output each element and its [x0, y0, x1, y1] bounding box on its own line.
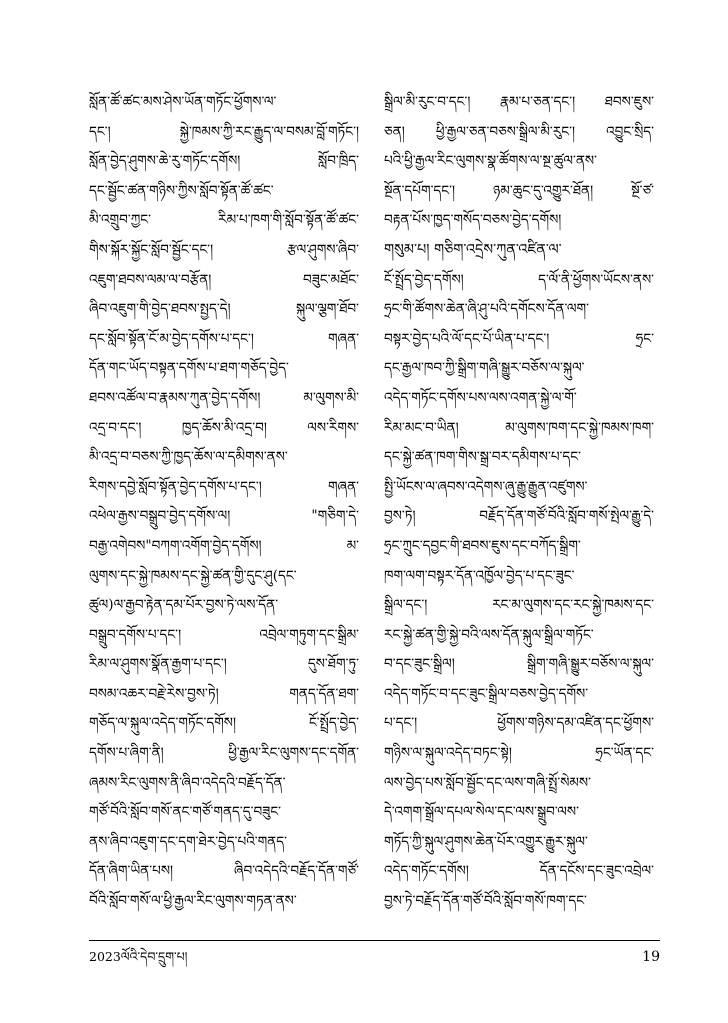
text-line: དོན་ཞིག་ཡིན་པས། ཞིབ་འདེདའི་བརྗོད་དོན་གཙོ་: [89, 863, 359, 880]
text-line: ནས་ཞིབ་འཇུག་དང་དག་ཐེར་བྱེད་པའི་གནད་: [89, 833, 287, 850]
text-column-right: [384, 88, 654, 917]
text-line: མི་འགྲུབ་ཀྱང་ རིམ་པ་ཁག་གི་སློབ་སྟོན་ཚོ་ཚང་: [89, 212, 359, 229]
text-line: འདེད་གཏོང་དགོས་པས་ལས་འགན་སྐྱེ་ལ་གོ་: [384, 389, 577, 406]
text-line: ཚུལ)ལ་རྒྱབ་རྟེན་དམ་པོར་བྱས་ཏེ་ལས་དོན་: [89, 597, 279, 614]
text-line: རང་སྐྱེ་ཚན་གྱི་སྐྱེ་བའི་ལས་དོན་སྐུལ་སྒྲིལ་གཏོང་: [384, 626, 594, 643]
text-line: བྱས་ཏེ། བརྗོད་དོན་གཙོ་བོའི་སློབ་གསོ་སྤེལ་རྒྱུ་དེ་: [384, 508, 654, 525]
text-line: དང་སྐྱེ་ཚན་ཁག་གིས་སྒྲ་བར་དམིགས་པ་དང་: [384, 449, 581, 466]
text-line: བསྟར་བྱེད་པའི་ལོ་དང་པོ་ཡིན་པ་དང་། ཧྲང་: [384, 330, 654, 347]
text-line: བརྒྱ་འགེབས"བཀག་འགོག་བྱེད་དགོས། མ་: [89, 537, 359, 554]
text-line: དང་རྒྱལ་ཁབ་ཀྱི་སྒྲིག་གཞི་སྒྱུར་བཅོས་ལ་སྐུལ་: [384, 360, 585, 377]
text-line: ཧྲང་ཀྲུང་དབྱང་གི་ཐབས་ཇུས་དང་བཀོད་སྒྲིག་: [384, 537, 581, 554]
text-line: སྤྱི་ཡོངས་ལ་ཞབས་འདེགས་ཞུ་རྒྱུ་རྒྱུན་འཛུགས་: [384, 478, 588, 495]
text-line: སློན་བྱེད་ཤུགས་ཆེ་རུ་གཏོང་དགོས། སློབ་ཁྲིད་: [89, 153, 359, 170]
text-line: བསམ་འཆར་བརྗེ་རེས་བྱས་ཏེ། གནད་དོན་ཐག་: [89, 685, 359, 702]
text-line: ལས་བྱེད་པས་སློབ་སྦྱོང་དང་ལས་གཞི་སྤྲོ་སེམས་: [384, 774, 591, 791]
text-line: བོའི་སློབ་གསོ་ལ་ཕྱི་རྒྱལ་རིང་ལུགས་གཏན་ནས་: [89, 893, 297, 910]
text-line: དང་སློབ་སྟོན་ངོ་མ་བྱེད་དགོས་པ་དང་། གཞན་: [89, 330, 359, 347]
text-line: དང་སྦྱོང་ཚན་གཉིས་ཀྱིས་སློབ་སྟོན་ཚོ་ཚང་: [89, 182, 274, 199]
text-column-left: [89, 88, 359, 917]
text-line: འདེད་གཏོང་བ་དང་ཟུང་སྒྲིལ་བཅས་བྱེད་དགོས་: [384, 685, 589, 702]
text-line: གཏོད་ཀྱི་སྐུལ་ཤུགས་ཆེན་པོར་འགྱུར་རྒྱུར་སྐུལ་: [384, 833, 588, 850]
text-line: བརྟན་པོས་ཁྱད་གསོད་བཅས་བྱེད་དགོས།: [384, 212, 562, 229]
text-line: རིམ་མང་བ་ཡིན། མ་ལུགས་ཁག་དང་སྐྱེ་ཁམས་ཁག་: [384, 419, 654, 436]
text-line: ངོ་སྤྲོད་བྱེད་དགོས། ད་ལོ་ནི་ཕྱོགས་ཡོངས་ནས་: [384, 271, 654, 288]
text-line: རིམ་ལ་ཤུགས་སྣོན་རྒྱག་པ་དང་། དུས་ཐོག་ཏུ་: [89, 656, 359, 673]
text-line: ཞམས་རིང་ལུགས་ནི་ཞིབ་འདེདའི་བརྗོད་དོན་: [89, 774, 286, 791]
text-line: ཧྲང་གི་ཚོགས་ཆེན་ཞི་ཤུ་པའི་དགོངས་དོན་ལག་: [384, 301, 589, 318]
text-line: གིས་སྐོར་སྐྱོང་སློབ་སྦྱོང་དང་། རྩལ་ཤུགས་ཞིབ་: [89, 241, 359, 258]
text-line: གཅོད་ལ་སྐུལ་འདེད་གཏོང་དགོས། ངོ་སྤྲོད་བྱེད་: [89, 715, 359, 732]
issue-label: 2023ལོའི་དེབ་དྲུག་པ།: [89, 949, 188, 964]
page-number: 19: [642, 949, 660, 965]
text-line: གསུམ་པ། གཅིག་འདྲེས་ཀུན་འཛིན་ལ་: [384, 241, 562, 258]
text-line: དང་། སྐྱེ་ཁམས་ཀྱི་རང་རྒྱུད་ལ་བསམ་བློ་གཏོང་།: [89, 123, 359, 140]
text-line: པ་དང་། ཕྱོགས་གཉིས་དམ་འཛིན་དང་ཕྱོགས་: [384, 715, 654, 732]
text-line: འཇུག་ཐབས་ལམ་ལ་བརྩོན། བཟུང་མཐོང་: [89, 271, 359, 288]
text-line: བ་དང་ཟུང་སྒྲིལ། སྒྲིག་གཞི་སྒྱུར་བཅོས་ལ་སྐུལ་: [384, 656, 654, 673]
text-line: རིགས་དབྱེ་སློབ་སྟོན་བྱེད་དགོས་པ་དང་། གཞན་: [89, 478, 359, 495]
text-line: དེ་འགག་སྒྲོལ་དཔལ་སེལ་དང་ལས་སྒྲུབ་ལས་: [384, 804, 579, 821]
text-line: དགོས་པ་ཞིག་ནི། ཕྱི་རྒྱལ་རིང་ལུགས་དང་དགོན་: [89, 745, 359, 762]
text-line: ཞིབ་འཇུག་གི་བྱེད་ཐབས་སྤྱད་དེ། སྐུལ་ལྕག་ཐོབ་: [89, 301, 359, 318]
text-line: གཙོ་བོའི་སློབ་གསོ་ནང་གཙོ་གནད་དུ་བཟུང་: [89, 804, 282, 821]
footer-divider: [89, 940, 660, 941]
text-line: གཉིས་ལ་སྐུལ་འདེད་བཏང་སྟེ། ཧྲང་ཡོན་དང་: [384, 745, 654, 762]
text-line: འདྲ་བ་དང་། ཁྱད་ཆོས་མི་འདྲ་བ། ལས་རིགས་: [89, 419, 359, 436]
text-line: སྒྲིལ་མི་རུང་བ་དང་། རྣམ་པ་ཅན་དང་། ཐབས་ཇུས་: [384, 94, 654, 110]
text-line: པའི་ཕྱི་རྒྱལ་རིང་ལུགས་སྣ་ཚོགས་ལ་སྔ་ཚུལ་ནས་: [384, 153, 597, 170]
text-line: ཅན། ཕྱི་རྒྱལ་ཅན་བཅས་སྒྲིལ་མི་རུང་། འབྱུང་སྲིད་: [384, 123, 654, 140]
text-line: བྱས་ཏེ་བརྗོད་དོན་གཙོ་བོའི་སློབ་གསོ་ཁག་དང་: [384, 893, 587, 910]
text-line: ཐབས་འཚོལ་བ་རྣམས་ཀུན་བྱེད་དགོས། མ་ལུགས་མི་: [89, 389, 359, 406]
text-line: སྒྲིལ་དང་། རང་མ་ལུགས་དང་རང་སྐྱེ་ཁམས་དང་: [384, 597, 654, 614]
text-line: ཁག་ལག་བསྟར་དོན་འཁྱོལ་བྱེད་པ་དང་ཟུང་: [384, 567, 575, 584]
text-line: འདེད་གཏོང་དགོས། དོན་དངོས་དང་ཟུང་འབྲེལ་: [384, 863, 654, 880]
text-line: དོན་གང་ཡོད་བསྟན་དགོས་པ་ཐག་གཅོད་བྱེད་: [89, 360, 289, 377]
text-line: མི་འདྲ་བ་བཅས་ཀྱི་ཁྱད་ཆོས་ལ་དམིགས་ནས་: [89, 449, 288, 466]
text-line: ལུགས་དང་སྐྱེ་ཁམས་དང་སྐྱེ་ཚན་གྱི་དུང་ཤུ(དང་: [89, 567, 297, 584]
text-line: འཕེལ་རྒྱས་བསྒྲུབ་བྱེད་དགོས་ལ། "གཅིག་དེ་: [89, 508, 359, 525]
text-line: བསྒྲུབ་དགོས་པ་དང་། འབྲེལ་གཏུག་དང་སྒྲིམ་: [89, 626, 359, 643]
text-line: སྔོན་དཔོག་དང་། ཉམ་ཆུང་དུ་འགྱུར་ཐོན། སྔོ་ཙ་: [384, 182, 654, 199]
text-line: སློན་ཚོ་ཚང་མས་ཤེས་ཡོན་གཏོང་ཕྱོགས་ལ་: [89, 94, 277, 110]
